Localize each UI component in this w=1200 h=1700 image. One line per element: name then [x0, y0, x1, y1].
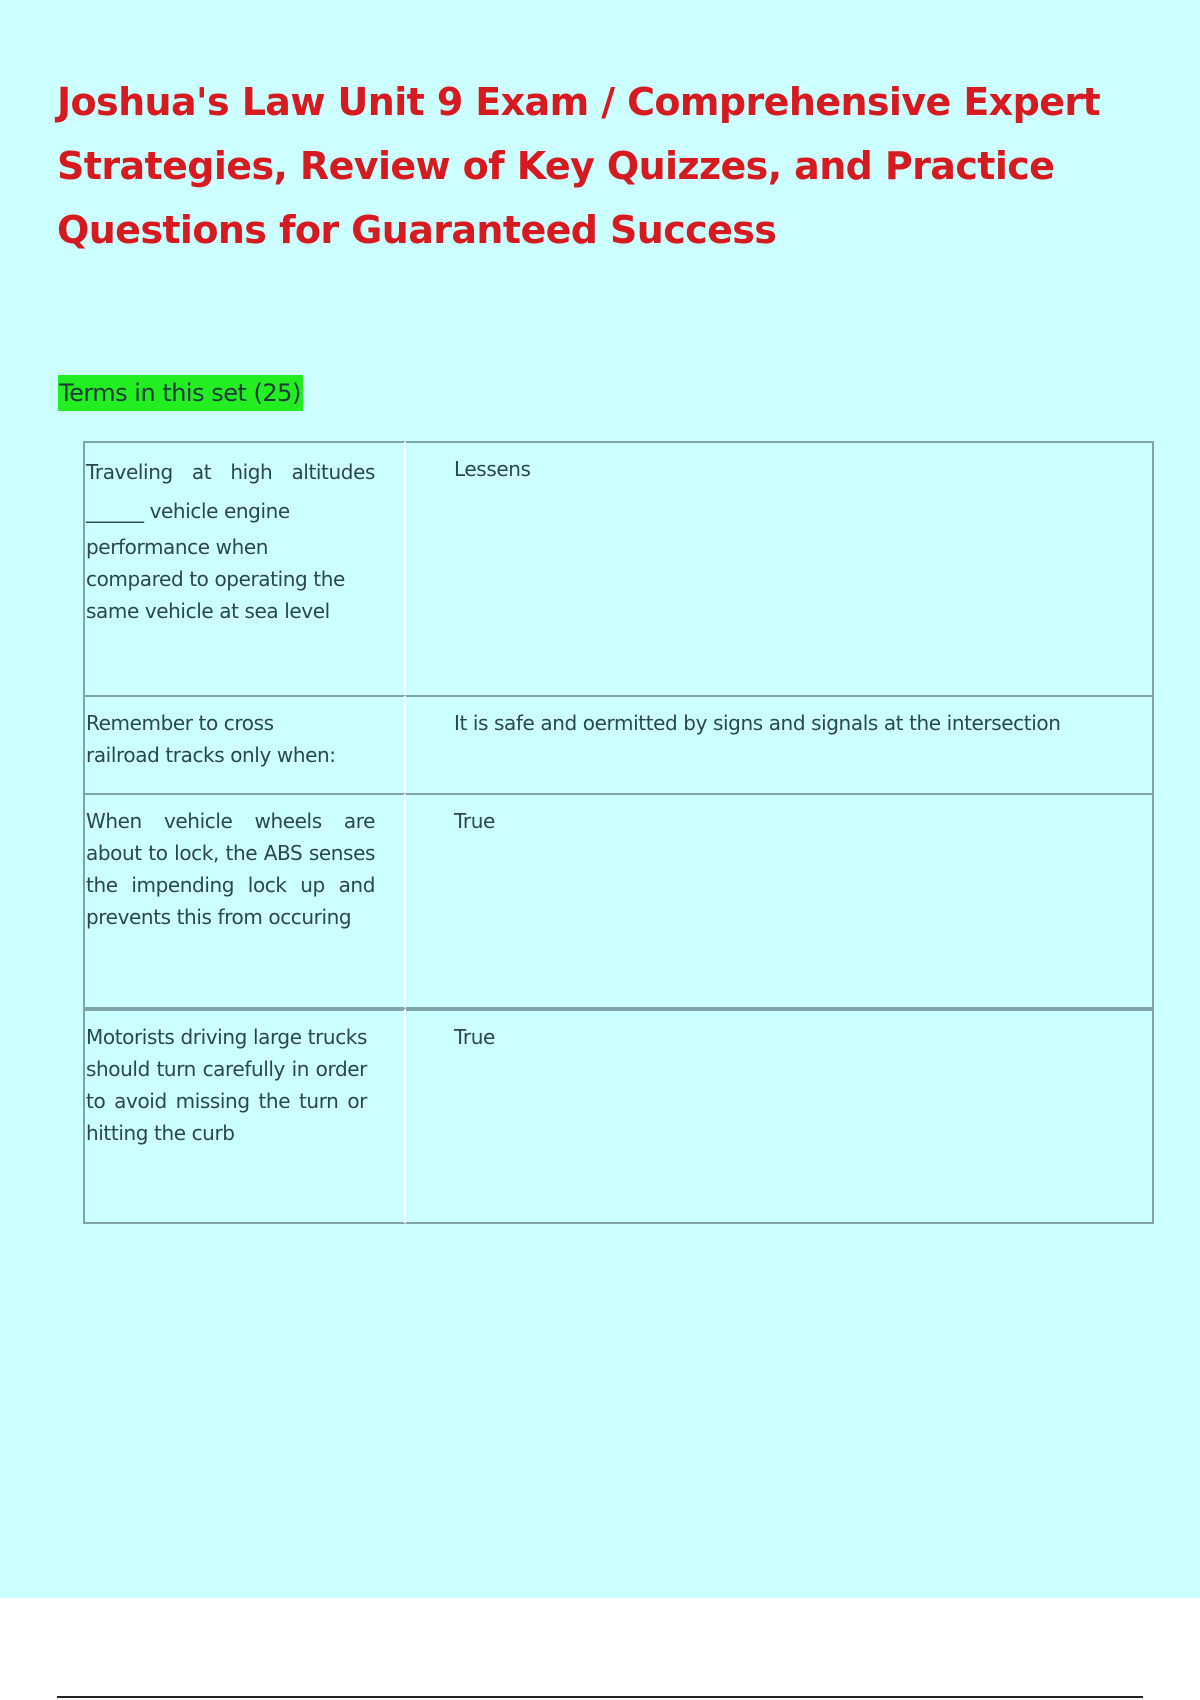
term-row — [83, 695, 1154, 793]
term-row — [83, 1008, 1154, 1224]
definition-text: True — [454, 1025, 495, 1049]
definition-text: True — [454, 809, 495, 833]
term-cell — [83, 695, 406, 793]
term-row — [83, 441, 1154, 695]
terms-table — [83, 441, 1154, 1224]
definition-cell — [406, 1008, 1154, 1224]
term-text: When vehicle wheels are about to lock, the ABS senses the impending lock up and prevents this from occuring — [86, 809, 375, 929]
terms-count-label: Terms in this set (25) — [58, 375, 303, 411]
term-cell — [83, 1008, 406, 1224]
term-text-blank-line — [85, 492, 403, 531]
term-cell — [83, 793, 406, 1008]
term-text — [85, 443, 403, 492]
term-line-2: vehicle engine — [149, 499, 290, 523]
term-row — [83, 793, 1154, 1008]
term-text: Motorists driving large trucks should turn carefully in order to avoid missing the turn or hitting the curb — [86, 1025, 367, 1145]
definition-cell — [406, 793, 1154, 1008]
definition-cell — [406, 441, 1154, 695]
term-line-1: Traveling at high altitudes — [86, 460, 375, 484]
footer-divider — [57, 1696, 1143, 1698]
term-text-rest: performance when compared to operating the same vehicle at sea level — [86, 535, 345, 623]
definition-text: It is safe and oermitted by signs and signals at the intersection — [454, 711, 1061, 735]
definition-text: Lessens — [454, 457, 531, 481]
term-cell — [83, 441, 406, 695]
term-text: Remember to cross railroad tracks only when: — [86, 711, 336, 767]
document-title: Joshua's Law Unit 9 Exam / Comprehensive Expert Strategies, Review of Key Quizzes, and Practice Questions for Guaranteed Success — [57, 80, 1101, 252]
definition-cell — [406, 695, 1154, 793]
fill-in-blank: ______ — [86, 499, 144, 523]
